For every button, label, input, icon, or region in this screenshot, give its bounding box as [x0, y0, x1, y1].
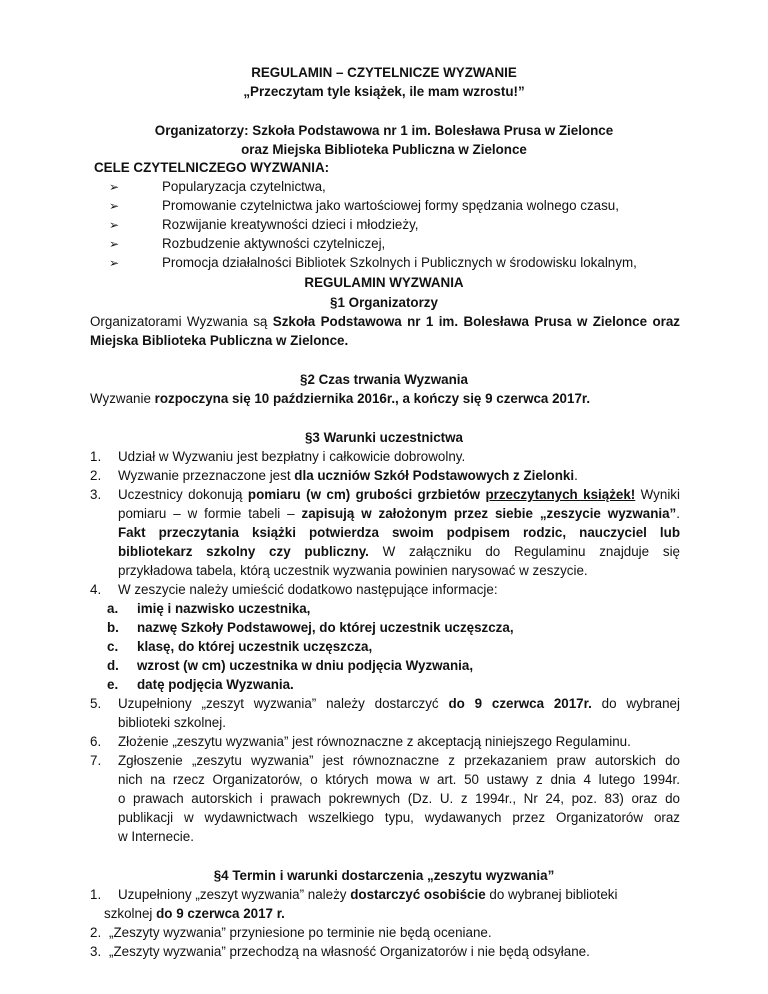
- arrow-bullet-icon: ➢: [109, 237, 120, 251]
- section-3-item-7-line-4: publikacji w wydawnictwach wszelkiego typu, wydawanych przez Organizatorów oraz: [118, 810, 680, 825]
- section-3-item-6: Złożenie „zeszytu wyzwania” jest równoznaczne z akceptacją niniejszego Regulaminu.: [118, 734, 631, 749]
- section-3-item-7-line-3: o prawach autorskich i prawach pokrewnych (Dz. U. z 1994r., Nr 24, poz. 83) oraz do: [118, 791, 680, 806]
- section-3-item-7-line-5: w Internecie.: [118, 829, 194, 844]
- item-number: 2.: [90, 468, 102, 483]
- section-1-text-line-1: Organizatorami Wyzwania są Szkoła Podstawowa nr 1 im. Bolesława Prusa w Zielonce oraz: [90, 314, 680, 329]
- arrow-bullet-icon: ➢: [109, 218, 120, 232]
- section-1-heading: §1 Organizatorzy: [330, 295, 438, 310]
- sub-item-letter: e.: [107, 677, 119, 692]
- section-3-item-5-line-2: biblioteki szkolnej.: [118, 715, 226, 730]
- section-3-item-7-line-2: nich na rzecz Organizatorów, o których mowa w art. 50 ustawy z dnia 4 lutego 1994r.: [118, 772, 680, 787]
- section-4-item-3: „Zeszyty wyzwania” przechodzą na własność Organizatorów i nie będą odsyłane.: [109, 944, 590, 959]
- section-3-item-1: Udział w Wyzwaniu jest bezpłatny i całkowicie dobrowolny.: [118, 449, 466, 464]
- section-3-item-5-line-1: Uzupełniony „zeszyt wyzwania” należy dostarczyć do 9 czerwca 2017r. do wybranej: [118, 696, 680, 711]
- sub-item: datę podjęcia Wyzwania.: [137, 677, 294, 692]
- section-4-item-1-line-1: Uzupełniony „zeszyt wyzwania” należy dostarczyć osobiście do wybranej biblioteki: [118, 887, 618, 902]
- document-subtitle: „Przeczytam tyle książek, ile mam wzrostu!”: [243, 84, 525, 99]
- item-number: 6.: [90, 734, 102, 749]
- goals-heading: CELE CZYTELNICZEGO WYZWANIA:: [94, 160, 330, 175]
- sub-item-letter: c.: [107, 639, 119, 654]
- section-3-item-3-line-2: pomiaru – w formie tabeli – zapisują w założonym przez siebie „zeszycie wyzwania”.: [118, 506, 680, 521]
- sub-item: klasę, do której uczestnik uczęszcza,: [137, 639, 373, 654]
- organizers-line-2: oraz Miejska Biblioteka Publiczna w Zielonce: [241, 142, 527, 157]
- arrow-bullet-icon: ➢: [109, 180, 120, 194]
- goal-item: Promocja działalności Bibliotek Szkolnych i Publicznych w środowisku lokalnym,: [162, 255, 637, 270]
- goal-item: Rozwijanie kreatywności dzieci i młodzieży,: [162, 217, 419, 232]
- item-number: 3.: [90, 944, 102, 959]
- section-4-item-1-line-2: szkolnej do 9 czerwca 2017 r.: [104, 906, 285, 921]
- document-title: REGULAMIN – CZYTELNICZE WYZWANIE: [251, 65, 517, 80]
- item-number: 1.: [90, 449, 102, 464]
- sub-item: imię i nazwisko uczestnika,: [137, 601, 311, 616]
- item-number: 2.: [90, 925, 102, 940]
- goal-item: Popularyzacja czytelnictwa,: [162, 179, 326, 194]
- arrow-bullet-icon: ➢: [109, 256, 120, 270]
- section-2-text: Wyzwanie rozpoczyna się 10 października 2016r., a kończy się 9 czerwca 2017r.: [90, 391, 591, 406]
- goal-item: Promowanie czytelnictwa jako wartościowej formy spędzania wolnego czasu,: [162, 198, 619, 213]
- item-number: 7.: [90, 753, 102, 768]
- section-1-text-line-2: Miejska Biblioteka Publiczna w Zielonce.: [90, 333, 349, 348]
- section-3-item-7-line-1: Zgłoszenie „zeszytu wyzwania” jest równoznaczne z przekazaniem praw autorskich do: [118, 753, 680, 768]
- section-3-item-3-line-1: Uczestnicy dokonują pomiaru (w cm) grubości grzbietów przeczytanych książek! Wyniki: [118, 487, 680, 502]
- section-3-item-3-line-4: bibliotekarz szkolny czy publiczny. W załączniku do Regulaminu znajduje się: [118, 544, 680, 559]
- section-2-heading: §2 Czas trwania Wyzwania: [300, 372, 468, 387]
- item-number: 5.: [90, 696, 102, 711]
- sub-item-letter: a.: [107, 601, 119, 616]
- arrow-bullet-icon: ➢: [109, 199, 120, 213]
- goal-item: Rozbudzenie aktywności czytelniczej,: [162, 236, 386, 251]
- item-number: 1.: [90, 887, 102, 902]
- section-4-heading: §4 Termin i warunki dostarczenia „zeszytu wyzwania”: [213, 868, 555, 883]
- section-3-item-3-line-5: przykładowa tabela, którą uczestnik wyzwania powinien narysować w zeszycie.: [118, 563, 588, 578]
- section-4-item-2: „Zeszyty wyzwania” przyniesione po terminie nie będą oceniane.: [109, 925, 492, 940]
- section-3-heading: §3 Warunki uczestnictwa: [304, 430, 463, 445]
- item-number: 4.: [90, 582, 102, 597]
- sub-item-letter: d.: [107, 658, 119, 673]
- sub-item-letter: b.: [107, 620, 119, 635]
- item-number: 3.: [90, 487, 102, 502]
- section-3-item-4: W zeszycie należy umieścić dodatkowo następujące informacje:: [118, 582, 498, 597]
- organizers-line-1: Organizatorzy: Szkoła Podstawowa nr 1 im. Bolesława Prusa w Zielonce: [154, 123, 614, 138]
- sub-item: nazwę Szkoły Podstawowej, do której uczestnik uczęszcza,: [137, 620, 514, 635]
- rules-heading: REGULAMIN WYZWANIA: [304, 275, 464, 290]
- section-3-item-2: Wyzwanie przeznaczone jest dla uczniów Szkół Podstawowych z Zielonki.: [118, 468, 578, 483]
- section-3-item-3-line-3: Fakt przeczytania książki potwierdza swoim podpisem rodzic, nauczyciel lub: [118, 525, 680, 540]
- sub-item: wzrost (w cm) uczestnika w dniu podjęcia Wyzwania,: [137, 658, 474, 673]
